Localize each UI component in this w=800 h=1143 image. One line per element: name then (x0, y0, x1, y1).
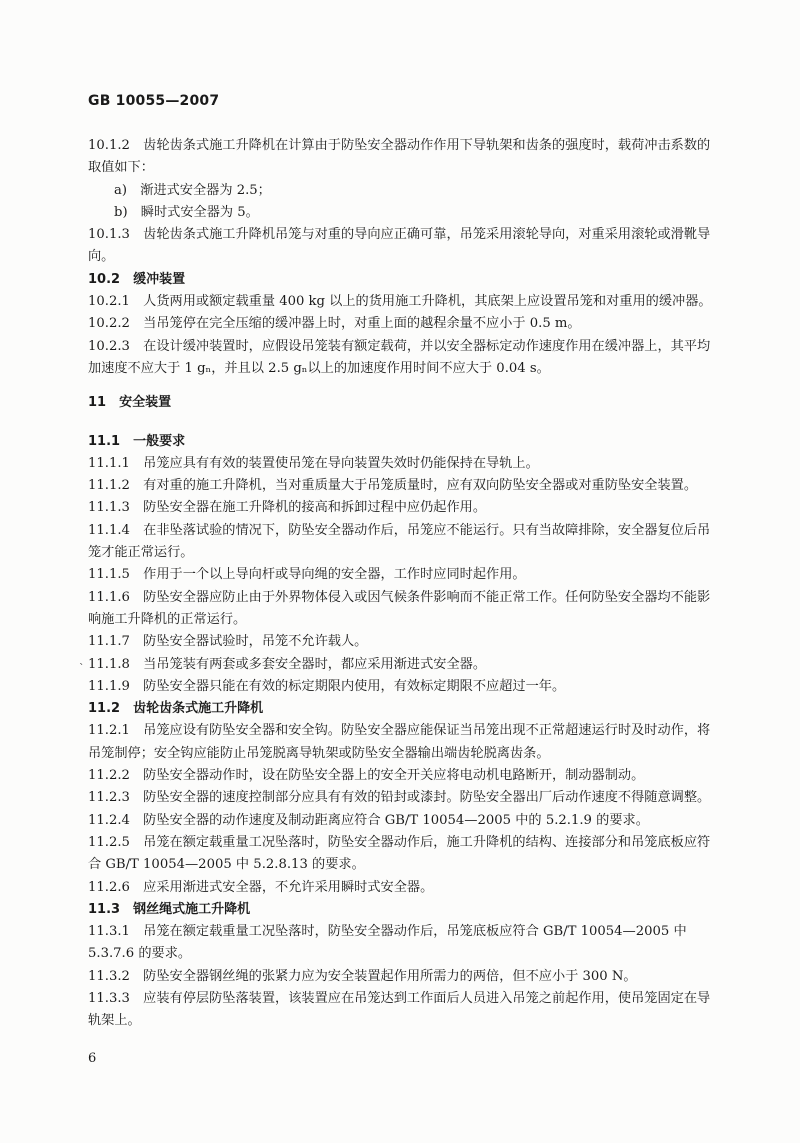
clause-paragraph: 11.2.3 防坠安全器的速度控制部分应具有有效的铅封或漆封。防坠安全器出厂后动作速度不得随意调整。 (88, 790, 711, 806)
margin-mark-icon: ˋ (79, 662, 85, 675)
clause-paragraph: 11.1.5 作用于一个以上导向杆或导向绳的安全器，工作时应同时起作用。 (88, 567, 526, 583)
section-heading: 11.3 钢丝绳式施工升降机 (88, 901, 251, 917)
clause-paragraph: 10.1.2 齿轮齿条式施工升降机在计算由于防坠安全器动作作用下导轨架和齿条的强度时，载荷冲击系数的取值如下： (88, 138, 711, 176)
section-heading: 11 安全装置 (88, 395, 172, 411)
standard-number-header: GB 10055—2007 (88, 93, 220, 109)
clause-paragraph: 11.1.7 防坠安全器试验时，吊笼不允许载人。 (88, 634, 368, 650)
clause-paragraph: 11.1.1 吊笼应具有有效的装置使吊笼在导向装置失效时仍能保持在导轨上。 (88, 455, 539, 471)
clause-paragraph: 11.1.8 当吊笼装有两套或多套安全器时，都应采用渐进式安全器。 (88, 656, 487, 672)
clause-paragraph: 11.1.2 有对重的施工升降机，当对重质量大于吊笼质量时，应有双向防坠安全器或对重防坠安全装置。 (88, 478, 698, 494)
paragraph-spacer (88, 380, 720, 392)
list-item: a) 渐进式安全器为 2.5； (114, 182, 271, 198)
clause-paragraph: 11.3.1 吊笼在额定载重量工况坠落时，防坠安全器动作后，吊笼底板应符合 GB/T 10054—2005 中 5.3.7.6 的要求。 (88, 924, 687, 962)
list-item: b) 瞬时式安全器为 5。 (114, 204, 259, 220)
clause-paragraph: 11.2.1 吊笼应设有防坠安全器和安全钩。防坠安全器应能保证当吊笼出现不正常超速运行时及时动作，将吊笼制停；安全钩应能防止吊笼脱离导轨架或防坠安全器输出端齿轮脱离齿条。 (88, 723, 711, 761)
section-heading: 11.1 一般要求 (88, 433, 186, 449)
paragraph-spacer (88, 419, 720, 431)
clause-paragraph: 11.3.2 防坠安全器钢丝绳的张紧力应为安全装置起作用所需力的两倍，但不应小于 300 N。 (88, 968, 637, 984)
clause-paragraph: 10.2.1 人货两用或额定载重量 400 kg 以上的货用施工升降机，其底架上应设置吊笼和对重用的缓冲器。 (88, 294, 712, 310)
document-body (88, 135, 720, 1033)
section-heading: 11.2 齿轮齿条式施工升降机 (88, 701, 264, 717)
clause-paragraph: 11.1.4 在非坠落试验的情况下，防坠安全器动作后，吊笼应不能运行。只有当故障排除，安全器复位后吊笼才能正常运行。 (88, 522, 711, 561)
clause-paragraph: 11.1.3 防坠安全器在施工升降机的接高和拆卸过程中应仍起作用。 (88, 500, 487, 516)
clause-paragraph: 11.2.2 防坠安全器动作时，设在防坠安全器上的安全开关应将电动机电路断开，制动器制动。 (88, 768, 645, 784)
clause-paragraph: 10.1.3 齿轮齿条式施工升降机吊笼与对重的导向应正确可靠，吊笼采用滚轮导向，对重采用滚轮或滑靴导向。 (88, 227, 711, 265)
section-heading: 10.2 缓冲装置 (88, 271, 186, 287)
clause-paragraph: 11.1.9 防坠安全器只能在有效的标定期限内使用，有效标定期限不应超过一年。 (88, 678, 566, 694)
clause-paragraph: 10.2.3 在设计缓冲装置时，应假设吊笼装有额定载荷，并以安全器标定动作速度作用在缓冲器上，其平均加速度不应大于 1 gₙ，并且以 2.5 gₙ以上的加速度作用时间不应大于 0.04 s。 (88, 338, 711, 376)
clause-paragraph: 11.2.6 应采用渐进式安全器，不允许采用瞬时式安全器。 (88, 879, 434, 895)
clause-paragraph: 11.2.4 防坠安全器的动作速度及制动距离应符合 GB/T 10054—2005 中的 5.2.1.9 的要求。 (88, 812, 649, 828)
clause-paragraph: 11.3.3 应装有停层防坠落装置，该装置应在吊笼达到工作面后人员进入吊笼之前起作用，使吊笼固定在导轨架上。 (88, 990, 711, 1029)
clause-paragraph: 11.2.5 吊笼在额定载重量工况坠落时，防坠安全器动作后，施工升降机的结构、连接部分和吊笼底板应符合 GB/T 10054—2005 中 5.2.8.13 的要求。 (88, 834, 711, 873)
clause-paragraph: 11.1.6 防坠安全器应防止由于外界物体侵入或因气候条件影响而不能正常工作。任何防坠安全器均不能影响施工升降机的正常运行。 (88, 589, 711, 627)
clause-paragraph: 10.2.2 当吊笼停在完全压缩的缓冲器上时，对重上面的越程余量不应小于 0.5 m。 (88, 316, 581, 332)
page-number: 6 (88, 1051, 97, 1066)
